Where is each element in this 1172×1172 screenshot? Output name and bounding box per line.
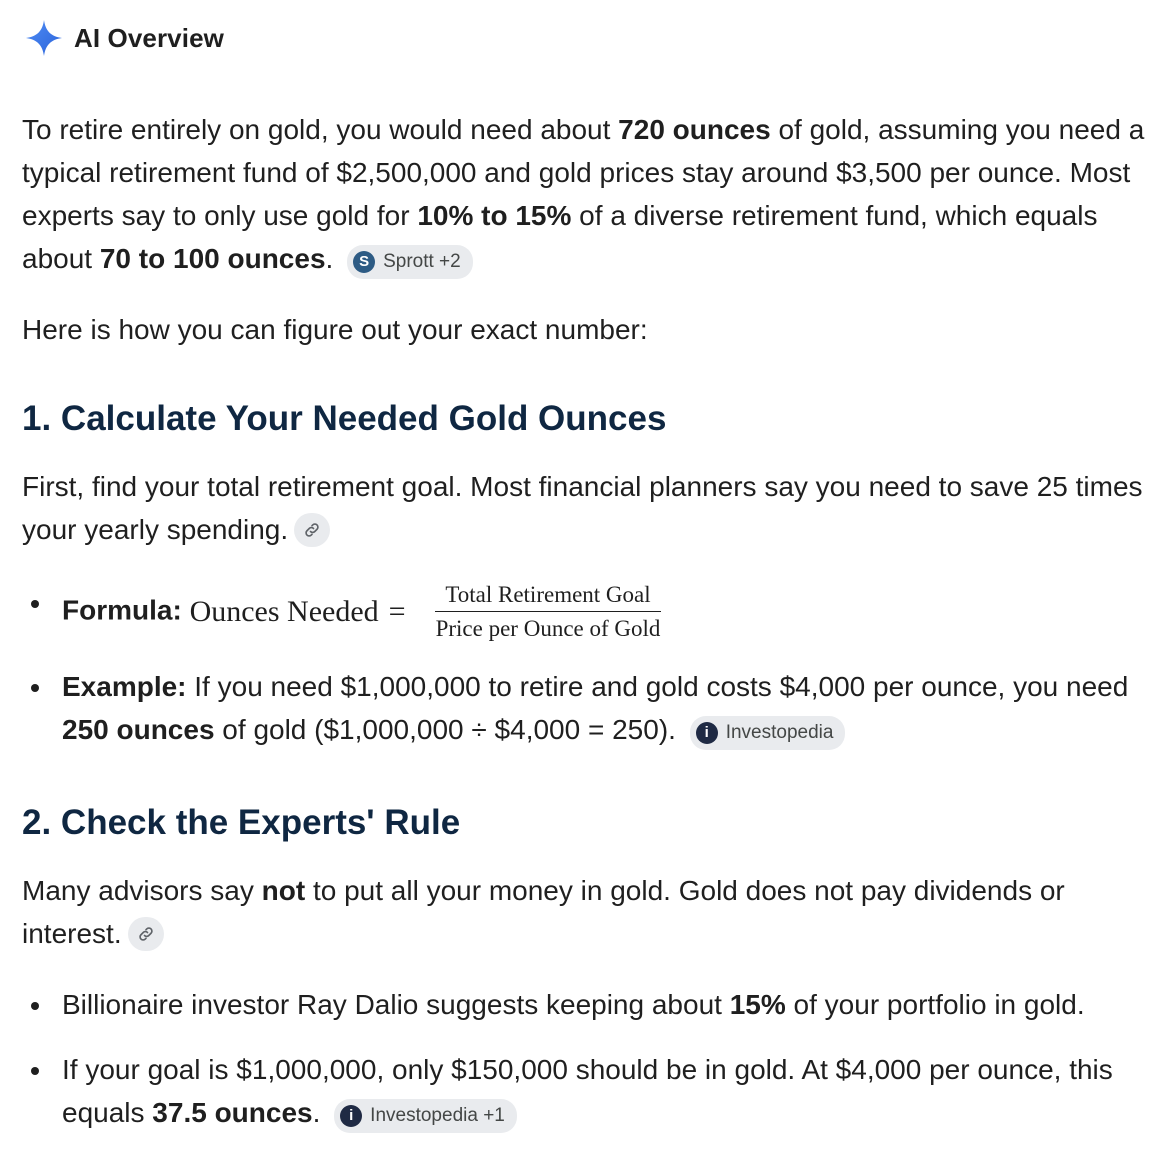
- intro-text: of a diverse retirement fund, which equals about: [22, 200, 1098, 274]
- intro-text: of gold, assuming you need a typical retirement fund of $2,500,000 and gold prices stay around $3,500 per ounce. Most experts say to only use gold for: [22, 114, 1145, 231]
- formula-numerator: Total Retirement Goal: [435, 581, 660, 612]
- intro-bold: 720 ounces: [618, 114, 771, 145]
- goal-item: [22, 1048, 1152, 1134]
- formula-label: Formula:: [62, 594, 182, 626]
- formula-denominator: Price per Ounce of Gold: [435, 616, 661, 641]
- section1-text: First, find your total retirement goal. Most financial planners say you need to save 25 times your yearly spending.: [22, 471, 1143, 545]
- formula-lhs: Ounces Needed: [189, 595, 379, 628]
- example-text: of gold ($1,000,000 ÷ $4,000 = 250).: [214, 714, 676, 745]
- link-icon: [137, 925, 155, 943]
- lead-paragraph: Here is how you can figure out your exact number:: [22, 314, 648, 345]
- bullet-text: If your goal is $1,000,000, only $150,000 should be in gold. At $4,000 per ounce, this equals: [62, 1054, 1113, 1128]
- section1-paragraph: [22, 465, 1152, 551]
- investopedia-logo-icon: i: [340, 1105, 362, 1127]
- link-chip[interactable]: [128, 917, 164, 951]
- overview-content: [22, 108, 1152, 1134]
- intro-bold: 10% to 15%: [417, 200, 572, 231]
- example-bold: 250 ounces: [62, 714, 215, 745]
- section2-paragraph: [22, 869, 1152, 955]
- example-item: [22, 665, 1152, 751]
- bullet-bold: 37.5 ounces: [152, 1097, 313, 1128]
- section2-text: Many advisors say: [22, 875, 262, 906]
- intro-text: To retire entirely on gold, you would need about: [22, 114, 619, 145]
- section2-text: to put all your money in gold. Gold does not pay dividends or interest.: [22, 875, 1065, 949]
- section1-bullets: [22, 581, 1152, 751]
- ai-overview-header: [24, 18, 224, 58]
- bullet-text: of your portfolio in gold.: [785, 989, 1085, 1020]
- formula: [190, 581, 665, 643]
- sprott-logo-icon: S: [353, 251, 375, 273]
- formula-fraction: [432, 581, 665, 643]
- source-chip-sprott[interactable]: [347, 245, 473, 279]
- dalio-item: [22, 983, 1152, 1026]
- investopedia-logo-icon: i: [696, 722, 718, 744]
- formula-item: [22, 581, 1152, 643]
- bullet-text: .: [312, 1097, 321, 1128]
- intro-text: .: [325, 243, 334, 274]
- intro-paragraph: [22, 108, 1152, 280]
- section2-bold: not: [261, 875, 306, 906]
- section2-bullets: [22, 983, 1152, 1134]
- example-text: If you need $1,000,000 to retire and gold costs $4,000 per ounce, you need: [186, 671, 1129, 702]
- source-chip-investopedia[interactable]: [690, 716, 846, 750]
- bullet-bold: 15%: [729, 989, 786, 1020]
- source-chip-label: Sprott +2: [383, 251, 461, 272]
- section-heading-1: 1. Calculate Your Needed Gold Ounces: [22, 399, 667, 438]
- bullet-text: Billionaire investor Ray Dalio suggests keeping about: [62, 989, 730, 1020]
- example-label: Example:: [62, 671, 187, 702]
- section-heading-2: 2. Check the Experts' Rule: [22, 803, 461, 842]
- source-chip-investopedia-plus[interactable]: [334, 1099, 517, 1133]
- source-chip-label: Investopedia: [725, 722, 834, 743]
- intro-bold: 70 to 100 ounces: [99, 243, 326, 274]
- formula-equals: =: [388, 595, 406, 628]
- link-icon: [303, 521, 321, 539]
- source-chip-label: Investopedia +1: [370, 1105, 505, 1126]
- link-chip[interactable]: [294, 513, 330, 547]
- gemini-sparkle-icon: [24, 18, 64, 58]
- ai-overview-title: AI Overview: [74, 22, 224, 53]
